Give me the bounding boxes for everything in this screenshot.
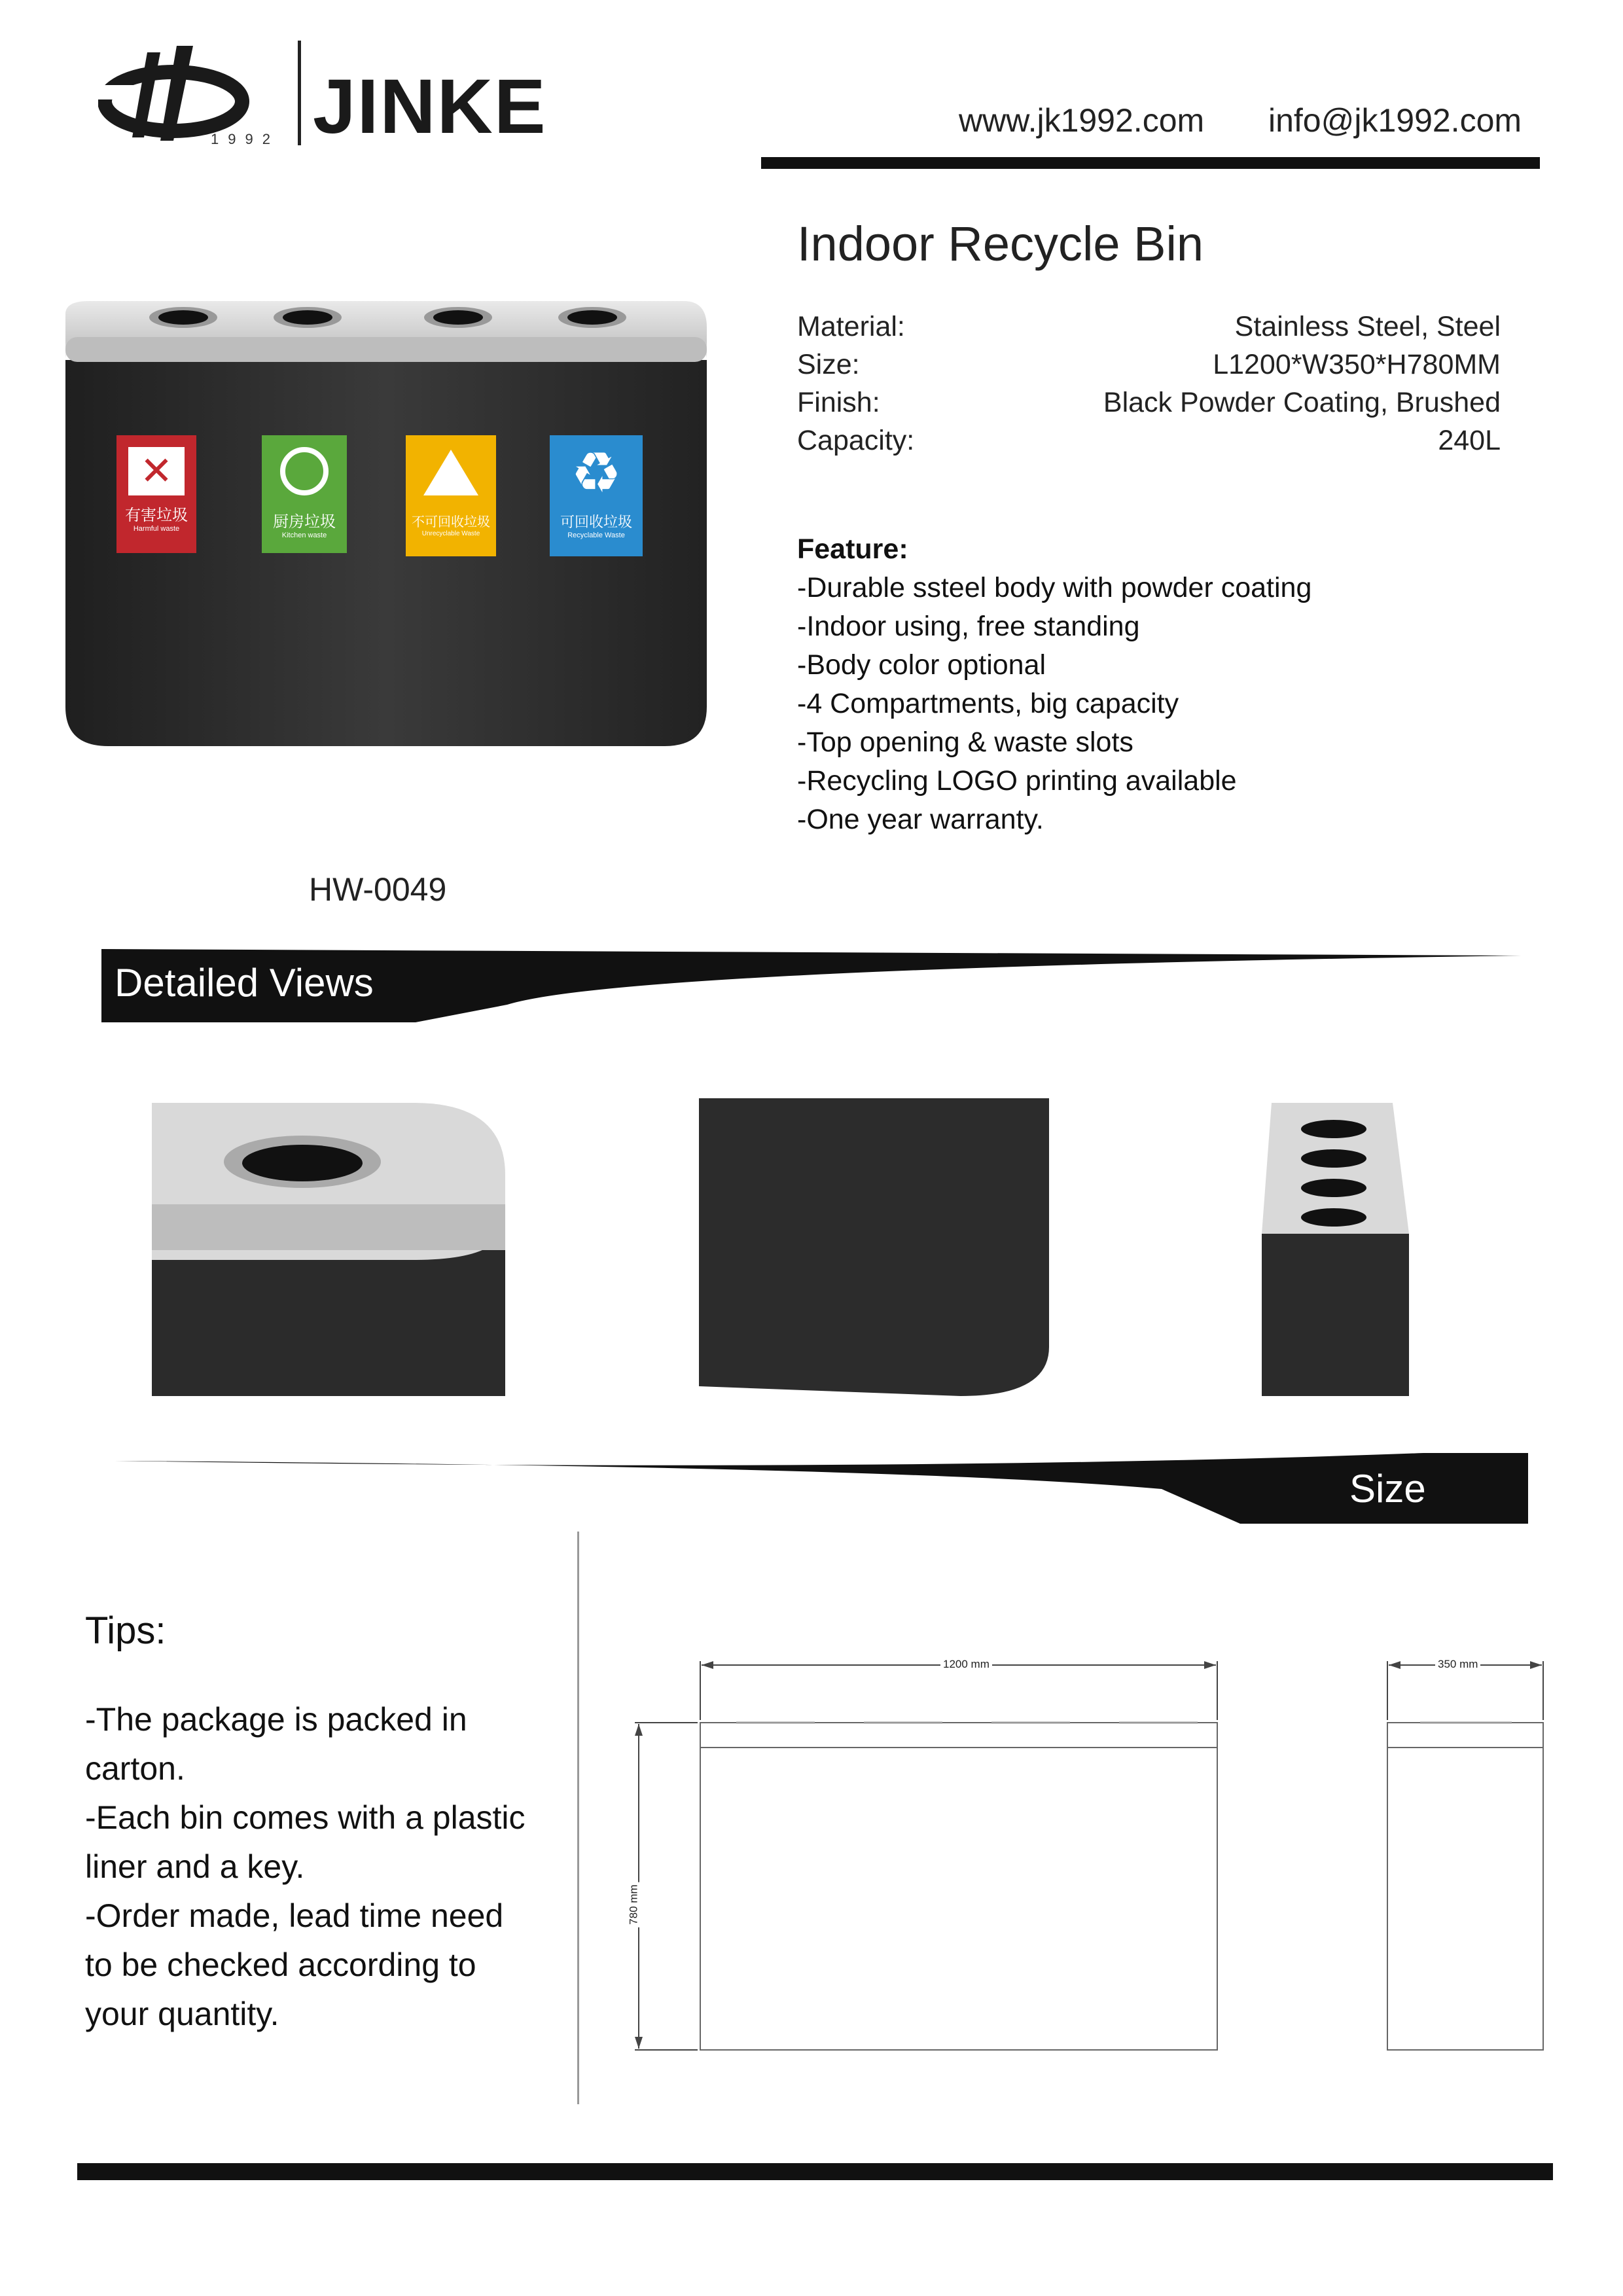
feature-item: -Indoor using, free standing [797, 611, 1140, 642]
tips-heading: Tips: [85, 1609, 166, 1652]
feature-heading: Feature: [797, 533, 908, 565]
label-recyclable [550, 435, 643, 556]
label-unrecyclable [406, 435, 496, 556]
product-title: Indoor Recycle Bin [797, 217, 1204, 271]
model-number: HW-0049 [309, 871, 447, 908]
tips-line: -Order made, lead time need [85, 1897, 504, 1934]
label-en: Recyclable Waste [567, 531, 625, 539]
spec-value: Stainless Steel, Steel [1234, 311, 1501, 342]
dim-width-label: 350 mm [1435, 1658, 1480, 1671]
spec-value: Black Powder Coating, Brushed [1103, 387, 1501, 418]
tips-list [85, 1695, 526, 2039]
label-cn: 可回收垃圾 [560, 514, 632, 530]
feature-item: -Durable ssteel body with powder coating [797, 572, 1312, 603]
spec-list [797, 311, 1501, 463]
dim-height-label: 780 mm [628, 1882, 641, 1927]
feature-item: -Recycling LOGO printing available [797, 765, 1237, 797]
label-cn: 有害垃圾 [125, 507, 188, 524]
vertical-divider [577, 1532, 579, 2104]
detail-view-end [1262, 1103, 1409, 1396]
harmful-icon: ✕ [128, 447, 185, 495]
footer-bar [77, 2163, 1553, 2180]
label-en: Unrecyclable Waste [421, 530, 480, 537]
website-link[interactable]: www.jk1992.com [959, 102, 1205, 139]
detail-view-side [699, 1098, 1049, 1396]
label-en: Harmful waste [133, 525, 180, 533]
feature-item: -Top opening & waste slots [797, 726, 1133, 758]
recycle-icon: ♻ [571, 442, 622, 505]
size-banner [115, 1453, 1528, 1524]
feature-item: -Body color optional [797, 649, 1046, 681]
detailed-views-title: Detailed Views [115, 961, 374, 1005]
tips-line: liner and a key. [85, 1848, 305, 1885]
label-harmful [116, 435, 196, 553]
dim-length-label: 1200 mm [940, 1658, 992, 1671]
spec-material [797, 311, 1501, 349]
label-cn: 厨房垃圾 [273, 513, 336, 531]
spec-size [797, 349, 1501, 387]
spec-label: Material: [797, 311, 905, 342]
spec-value: L1200*W350*H780MM [1213, 349, 1501, 380]
tips-line: -The package is packed in [85, 1701, 467, 1738]
tips-line: carton. [85, 1750, 185, 1787]
feature-list [797, 530, 1311, 839]
label-en: Kitchen waste [281, 531, 327, 539]
brand-divider [298, 41, 301, 145]
contact-info [959, 101, 1522, 139]
detail-view-top [152, 1103, 505, 1396]
size-title: Size [1349, 1467, 1426, 1511]
spec-finish [797, 387, 1501, 425]
spec-value: 240L [1438, 425, 1501, 456]
brand-name: JINKE [313, 63, 547, 150]
kitchen-waste-icon [280, 447, 329, 495]
unrecyclable-icon [423, 450, 478, 495]
spec-label: Finish: [797, 387, 880, 418]
spec-label: Size: [797, 349, 860, 380]
spec-capacity [797, 425, 1501, 463]
email-link[interactable]: info@jk1992.com [1268, 102, 1522, 139]
label-cn: 不可回收垃圾 [412, 515, 490, 529]
tips-line: -Each bin comes with a plastic [85, 1799, 526, 1836]
tips-line: to be checked according to [85, 1946, 476, 1983]
feature-item: -4 Compartments, big capacity [797, 688, 1179, 719]
brand-year: 1992 [211, 131, 279, 147]
tips-line: your quantity. [85, 1996, 279, 2032]
header-bar [761, 157, 1540, 169]
spec-label: Capacity: [797, 425, 915, 456]
dimension-drawing [628, 1649, 1551, 2088]
feature-item: -One year warranty. [797, 804, 1044, 835]
label-kitchen [262, 435, 347, 553]
